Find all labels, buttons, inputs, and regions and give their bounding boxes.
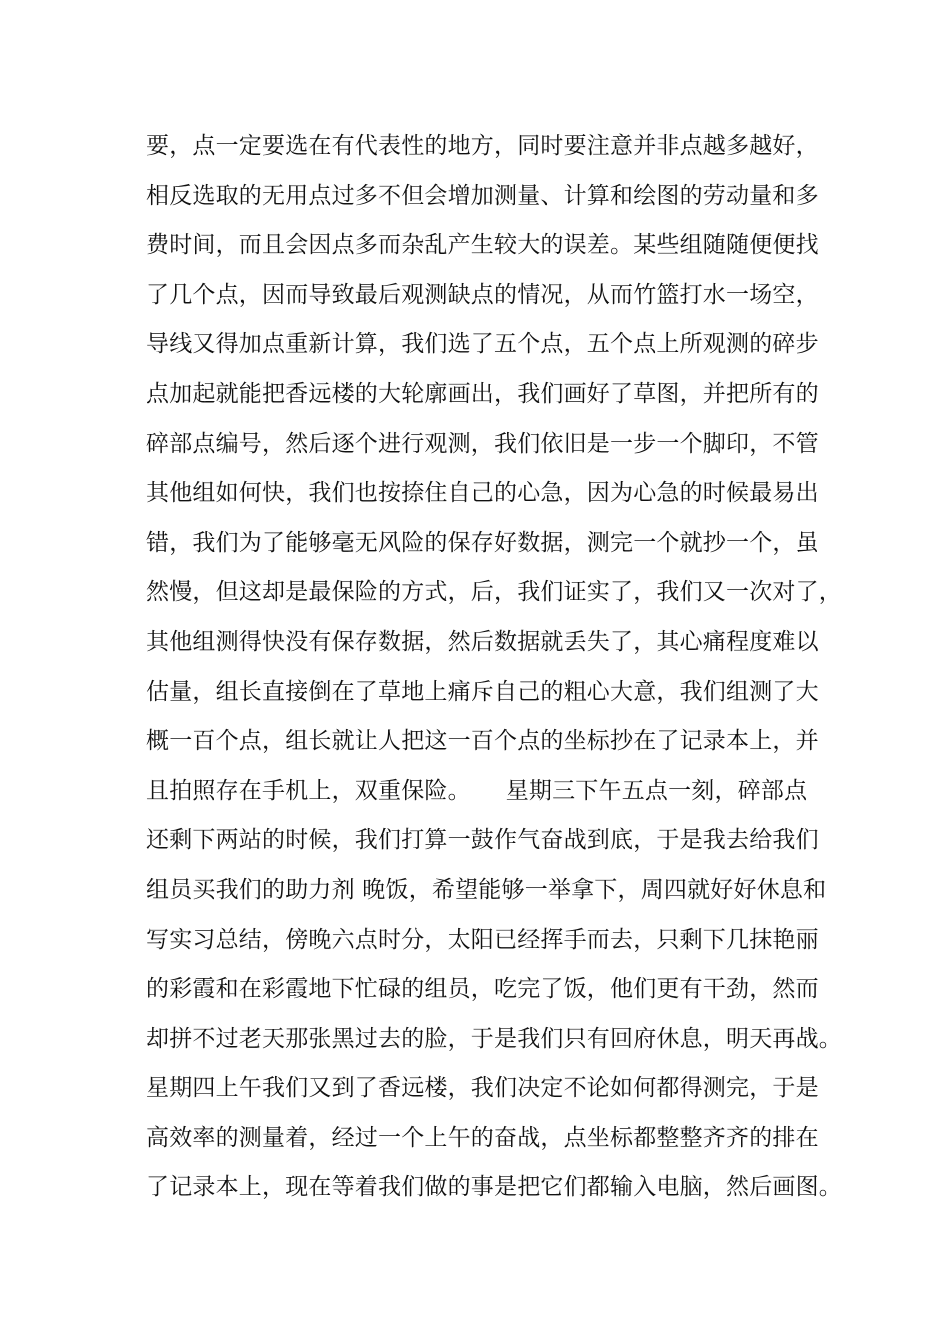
text-line: 要，点一定要选在有代表性的地方，同时要注意并非点越多越好， <box>146 133 819 159</box>
text-line: 概一百个点，组长就让人把这一百个点的坐标抄在了记录本上，并 <box>146 728 819 755</box>
text-line: 导线又得加点重新计算，我们选了五个点，五个点上所观测的碎步 <box>146 331 819 358</box>
text-line: 高效率的测量着，经过一个上午的奋战，点坐标都整整齐齐的排在 <box>146 1124 819 1151</box>
text-line: 估量，组长直接倒在了草地上痛斥自己的粗心大意，我们组测了大 <box>146 678 819 705</box>
text-line: 的彩霞和在彩霞地下忙碌的组员，吃完了饭，他们更有干劲，然而 <box>146 976 819 1003</box>
text-line: 且拍照存在手机上，双重保险。 星期三下午五点一刻，碎部点 <box>146 777 808 804</box>
text-line: 还剩下两站的时候，我们打算一鼓作气奋战到底，于是我去给我们 <box>146 827 819 854</box>
text-line: 写实习总结，傍晚六点时分，太阳已经挥手而去，只剩下几抹艳丽 <box>146 926 819 953</box>
text-line: 了记录本上，现在等着我们做的事是把它们都输入电脑，然后画图。 <box>146 1174 842 1201</box>
text-line: 其他组测得快没有保存数据，然后数据就丢失了，其心痛程度难以 <box>146 628 819 655</box>
text-line: 组员买我们的助力剂 晚饭，希望能够一举拿下，周四就好好休息和 <box>146 876 827 903</box>
text-line: 点加起就能把香远楼的大轮廓画出，我们画好了草图，并把所有的 <box>146 380 819 407</box>
text-line: 却拼不过老天那张黑过去的脸，于是我们只有回府休息，明天再战。 <box>146 1025 842 1052</box>
text-line: 错，我们为了能够毫无风险的保存好数据，测完一个就抄一个，虽 <box>146 529 819 556</box>
text-line: 费时间，而且会因点多而杂乱产生较大的误差。某些组随随便便找 <box>146 232 819 259</box>
text-line: 其他组如何快，我们也按捺住自己的心急，因为心急的时候最易出 <box>146 480 819 507</box>
text-line: 星期四上午我们又到了香远楼，我们决定不论如何都得测完，于是 <box>146 1075 819 1102</box>
text-line: 碎部点编号，然后逐个进行观测，我们依旧是一步一个脚印，不管 <box>146 430 819 457</box>
text-line: 然慢，但这却是最保险的方式，后，我们证实了，我们又一次对了， <box>146 579 842 606</box>
text-line: 了几个点，因而导致最后观测缺点的情况，从而竹篮打水一场空， <box>146 281 819 308</box>
body-text <box>146 128 842 1219</box>
text-line: 相反选取的无用点过多不但会增加测量、计算和绘图的劳动量和多 <box>146 182 819 209</box>
